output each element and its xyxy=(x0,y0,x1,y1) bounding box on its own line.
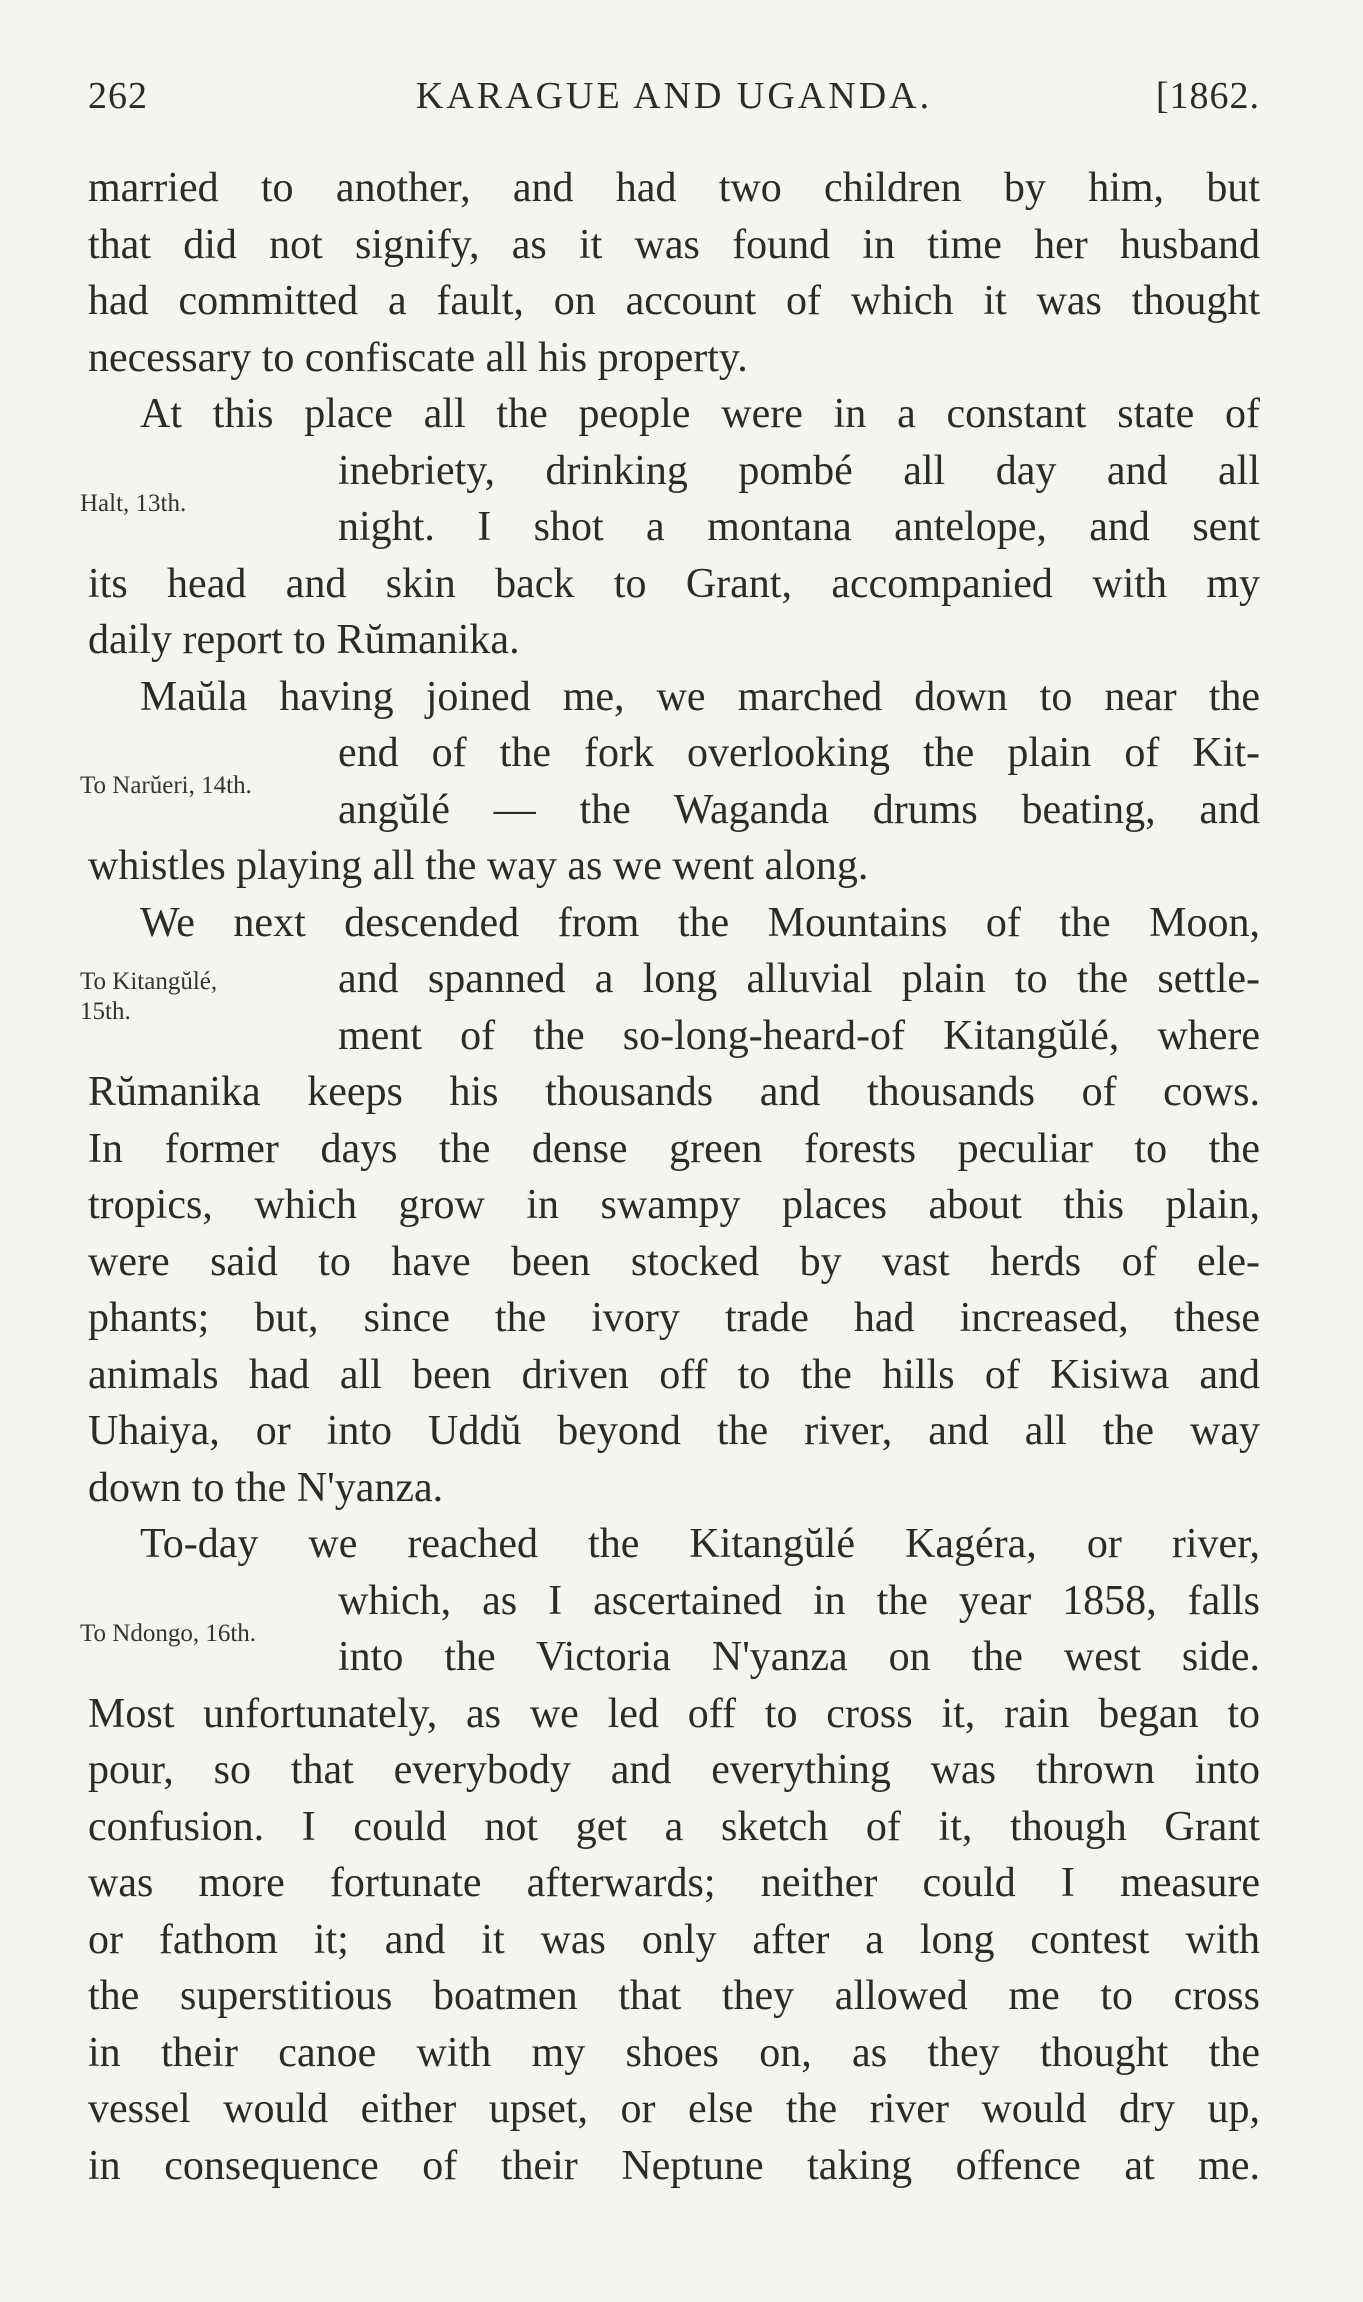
text-line: night. I shot a montana antelope, and sent xyxy=(338,504,1260,550)
marginal-note-ndongo: To Ndongo, 16th. xyxy=(80,1619,257,1647)
text-line: confusion. I could not get a sketch of it, though Grant xyxy=(88,1803,1260,1850)
text-line: end of the fork overlooking the plain of Kit- xyxy=(338,730,1260,776)
text-line: down to the N'yanza. xyxy=(88,1464,444,1511)
body-text xyxy=(80,160,1260,2194)
text-line: animals had all been driven off to the hills of Kisiwa and xyxy=(88,1351,1260,1398)
text-line: vessel would either upset, or else the river would dry up, xyxy=(88,2086,1260,2132)
marginal-note-kitangule-date: 15th. xyxy=(80,998,131,1025)
text-line: into the Victoria N'yanza on the west side. xyxy=(338,1634,1260,1680)
text-line: were said to have been stocked by vast herds of ele- xyxy=(88,1238,1260,1285)
text-line: Uhaiya, or into Uddŭ beyond the river, and all the way xyxy=(88,1408,1260,1454)
text-line: had committed a fault, on account of which it was thought xyxy=(88,278,1260,324)
text-line: which, as I ascertained in the year 1858, falls xyxy=(338,1577,1260,1624)
text-line: In former days the dense green forests peculiar to the xyxy=(88,1125,1260,1172)
marginal-note-naruneri: To Narŭeri, 14th. xyxy=(80,772,252,799)
text-line: in consequence of their Neptune taking offence at me. xyxy=(88,2142,1260,2189)
text-line: phants; but, since the ivory trade had increased, these xyxy=(88,1295,1260,1341)
text-line: angŭlé — the Waganda drums beating, and xyxy=(338,786,1260,833)
text-line: Maŭla having joined me, we marched down to near the xyxy=(140,673,1260,720)
running-head xyxy=(88,74,1260,134)
text-line: daily report to Rŭmanika. xyxy=(88,617,520,663)
running-title: KARAGUE AND UGANDA. xyxy=(415,75,933,117)
text-line: necessary to confiscate all his property. xyxy=(88,334,748,381)
marginal-note-kitangule: To Kitangŭlé, xyxy=(80,968,218,995)
text-line: pour, so that everybody and everything was thrown into xyxy=(88,1747,1260,1793)
text-line: and spanned a long alluvial plain to the settle- xyxy=(338,956,1260,1002)
text-line: in their canoe with my shoes on, as they thought the xyxy=(88,2029,1260,2076)
ndongo-paragraph-block xyxy=(80,1573,1260,1686)
marginal-note-halt: Halt, 13th. xyxy=(80,489,187,517)
kitangule-paragraph-block xyxy=(80,951,1260,1064)
text-line: We next descended from the Mountains of the Moon, xyxy=(140,899,1260,946)
running-year: [1862. xyxy=(1155,75,1260,117)
text-line: or fathom it; and it was only after a long contest with xyxy=(88,1916,1260,1963)
text-line: whistles playing all the way as we went along. xyxy=(88,843,869,889)
text-line: To-day we reached the Kitangŭlé Kagéra, or river, xyxy=(140,1521,1260,1567)
text-line: the superstitious boatmen that they allowed me to cross xyxy=(88,1973,1260,2019)
text-line: married to another, and had two children by him, but xyxy=(88,165,1260,211)
text-line: tropics, which grow in swampy places about this plain, xyxy=(88,1182,1260,1228)
text-line: At this place all the people were in a constant state of xyxy=(140,391,1260,437)
text-line: that did not signify, as it was found in time her husband xyxy=(88,221,1260,268)
text-line: ment of the so-long-heard-of Kitangŭlé, where xyxy=(338,1012,1260,1059)
halt-paragraph-block xyxy=(80,443,1260,556)
naruneri-paragraph-block xyxy=(80,725,1260,838)
text-line: Most unfortunately, as we led off to cross it, rain began to xyxy=(88,1690,1260,1737)
page-number: 262 xyxy=(88,75,148,117)
text-line: its head and skin back to Grant, accompanied with my xyxy=(88,560,1260,607)
text-line: inebriety, drinking pombé all day and all xyxy=(338,447,1260,494)
text-line: was more fortunate afterwards; neither could I measure xyxy=(88,1860,1260,1906)
text-line: Rŭmanika keeps his thousands and thousands of cows. xyxy=(88,1069,1260,1115)
